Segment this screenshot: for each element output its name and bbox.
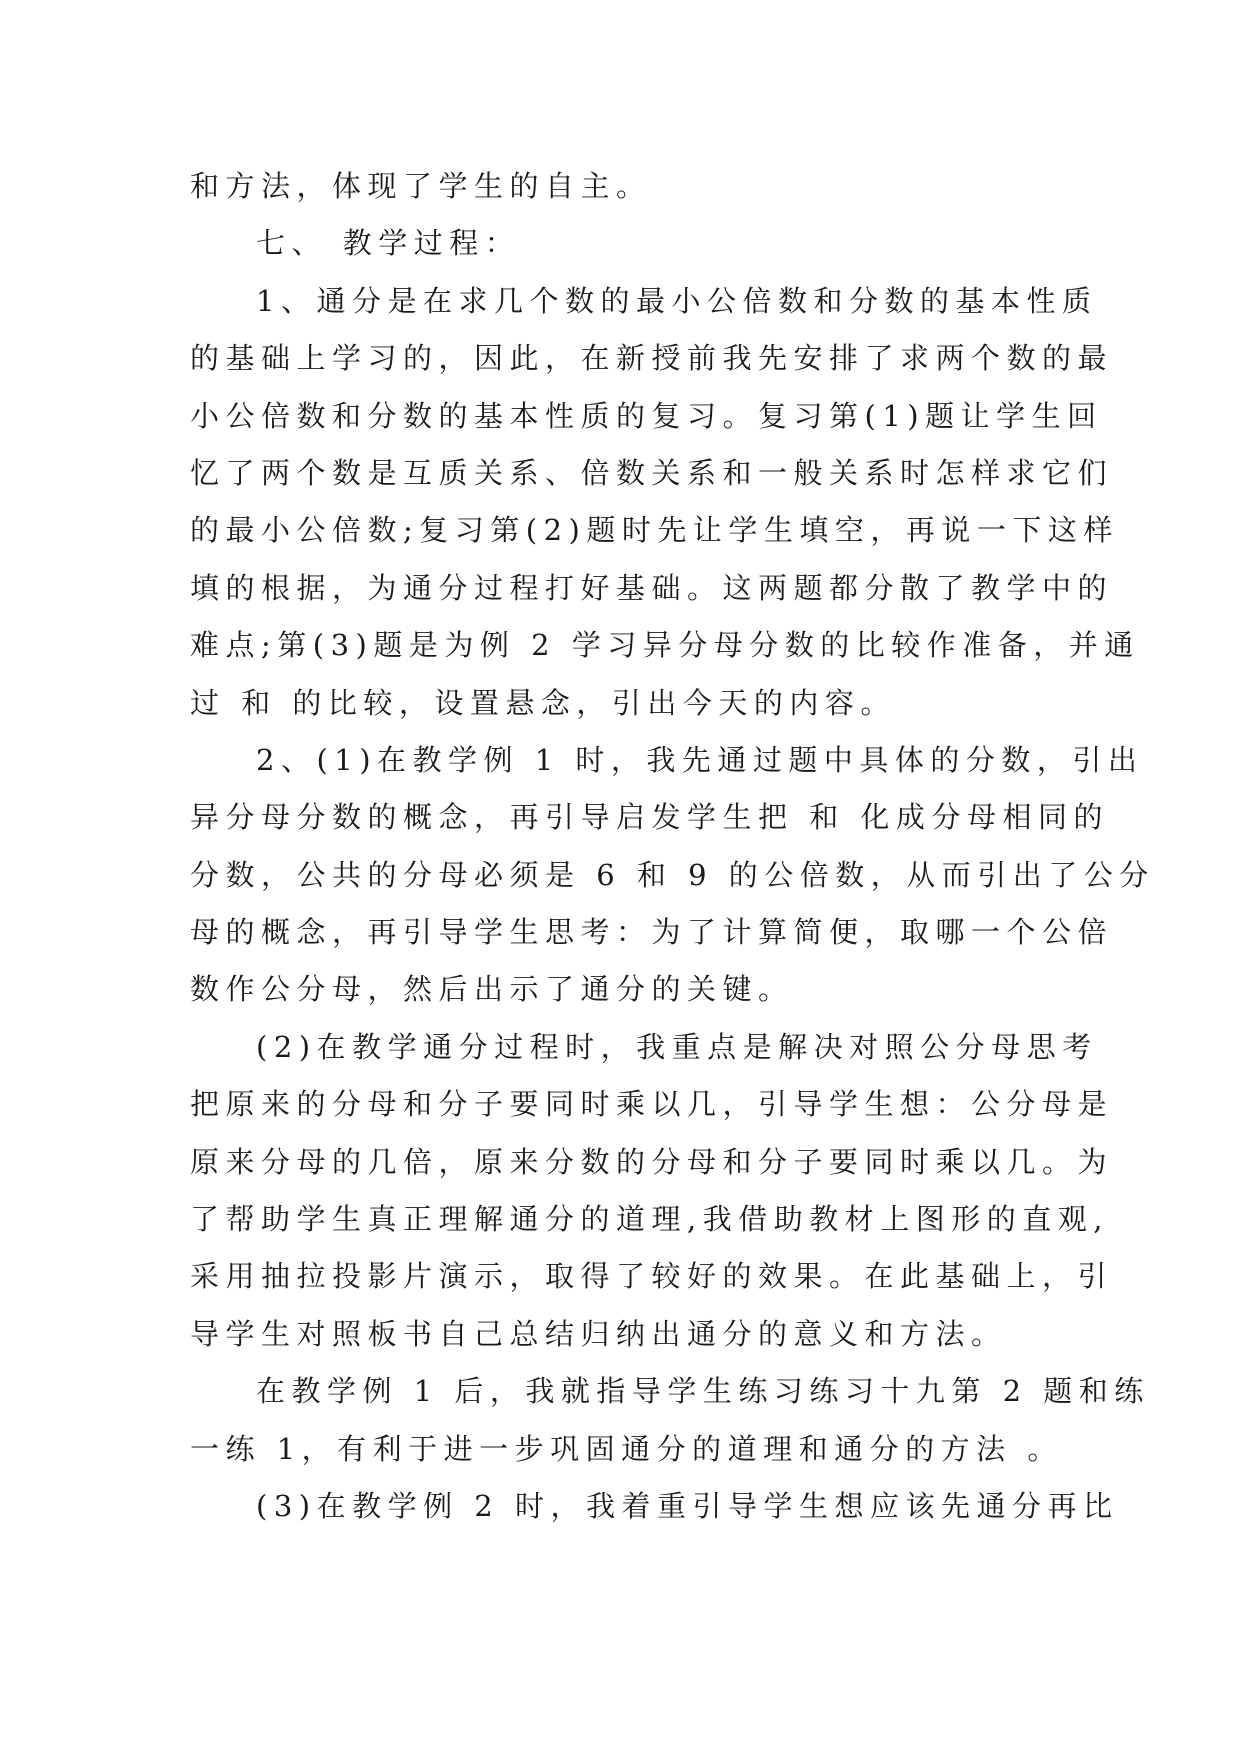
section-heading: 七、 教学过程： — [256, 226, 521, 261]
text-line: 的基础上学习的，因此，在新授前我先安排了求两个数的最 — [190, 341, 1114, 376]
text-line: 小公倍数和分数的基本性质的复习。复习第(1)题让学生回 — [190, 398, 1103, 433]
text-line: 原来分母的几倍，原来分数的分母和分子要同时乘以几。为 — [190, 1144, 1114, 1179]
text-line: 母的概念，再引导学生思考：为了计算简便，取哪一个公倍 — [190, 915, 1114, 950]
text-line: 采用抽拉投影片演示，取得了较好的效果。在此基础上，引 — [190, 1259, 1114, 1294]
text-line: 在教学例 1 后，我就指导学生练习练习十九第 2 题和练 — [256, 1374, 1150, 1409]
text-line: 2、(1)在教学例 1 时，我先通过题中具体的分数，引出 — [256, 742, 1144, 777]
text-line: 一练 1，有利于进一步巩固通分的道理和通分的方法 。 — [190, 1431, 1063, 1466]
text-line: 数作公分母，然后出示了通分的关键。 — [190, 972, 794, 1007]
text-line: 忆了两个数是互质关系、倍数关系和一般关系时怎样求它们 — [190, 455, 1114, 490]
text-line: 难点;第(3)题是为例 2 学习异分母分数的比较作准备，并通 — [190, 628, 1140, 663]
body-text — [190, 158, 1155, 1535]
text-line: 1、通分是在求几个数的最小公倍数和分数的基本性质 — [256, 283, 1098, 318]
text-line: 过 和 的比较，设置悬念，引出今天的内容。 — [190, 685, 896, 720]
text-line: (3)在教学例 2 时，我着重引导学生想应该先通分再比 — [256, 1488, 1119, 1523]
text-line: 导学生对照板书自己总结归纳出通分的意义和方法。 — [190, 1316, 1007, 1351]
text-line: 把原来的分母和分子要同时乘以几，引导学生想：公分母是 — [190, 1087, 1114, 1122]
text-line: 分数，公共的分母必须是 6 和 9 的公倍数，从而引出了公分 — [190, 857, 1155, 892]
text-line: 的最小公倍数;复习第(2)题时先让学生填空，再说一下这样 — [190, 513, 1119, 548]
text-line: 和方法，体现了学生的自主。 — [190, 169, 652, 203]
text-line: (2)在教学通分过程时，我重点是解决对照公分母思考 — [256, 1029, 1098, 1064]
text-line: 填的根据，为通分过程打好基础。这两题都分散了教学中的 — [190, 570, 1114, 605]
text-line: 异分母分数的概念，再引导启发学生把 和 化成分母相同的 — [190, 800, 1109, 835]
text-line: 了帮助学生真正理解通分的道理,我借助教材上图形的直观, — [190, 1202, 1109, 1237]
